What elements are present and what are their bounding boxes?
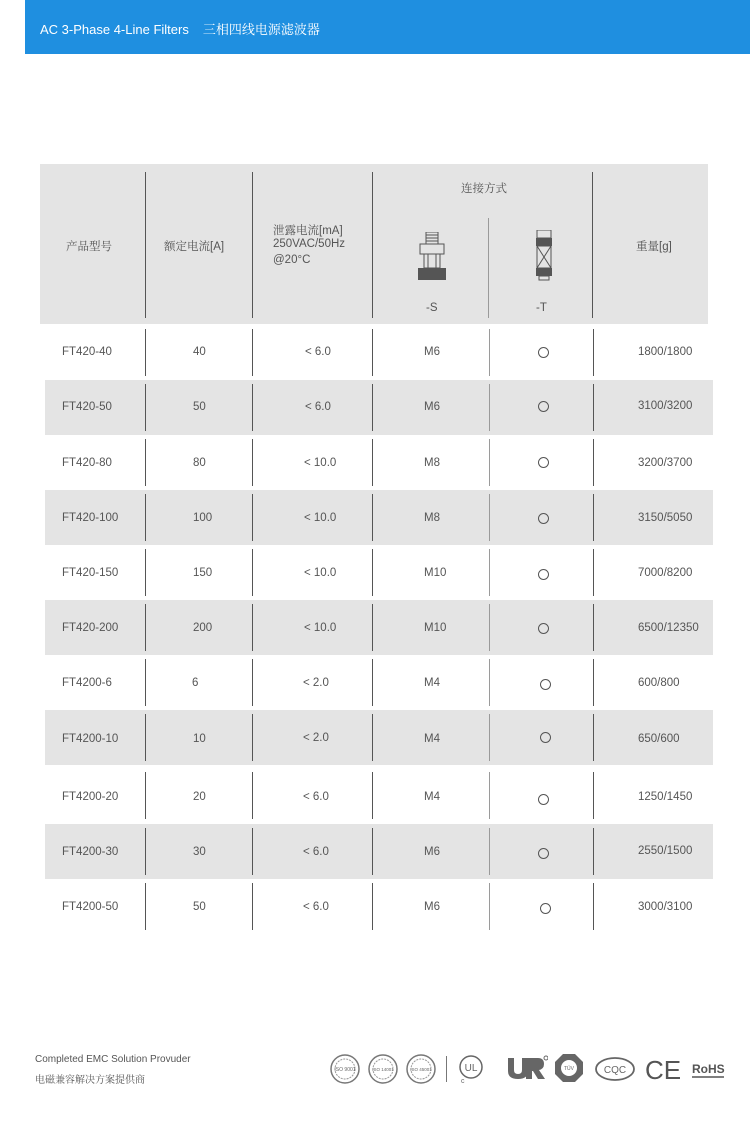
header-divider (252, 172, 253, 318)
header-subdivider (488, 218, 489, 318)
row-divider (593, 714, 594, 761)
row-subdivider (489, 828, 490, 875)
cell-conn-s: M6 (424, 846, 440, 858)
cell-current: 50 (193, 901, 206, 913)
cell-model: FT4200-30 (62, 846, 119, 858)
cell-model: FT420-80 (62, 457, 112, 469)
row-divider (593, 439, 594, 486)
row-subdivider (489, 384, 490, 431)
table-row (45, 380, 713, 435)
cell-model: FT420-200 (62, 622, 119, 634)
iso-9001-seal-icon (330, 1054, 360, 1084)
cell-weight: 3000/3100 (638, 901, 693, 913)
cell-leakage: < 6.0 (303, 901, 329, 913)
cell-conn-s: M10 (424, 622, 447, 634)
cqc-label: CQC (603, 1065, 627, 1076)
ce-label: CE (645, 1055, 681, 1083)
table-header (40, 164, 708, 324)
col-weight: 重量[g] (636, 241, 672, 253)
cell-weight: 6500/12350 (638, 622, 699, 634)
row-divider (372, 659, 373, 706)
cell-weight: 650/600 (638, 733, 680, 745)
cell-conn-s: M8 (424, 457, 440, 469)
table-row (45, 879, 713, 934)
footer-tagline-cn: 电磁兼容解决方案提供商 (35, 1075, 145, 1086)
col-connection: 连接方式 (461, 183, 507, 195)
cell-weight: 3100/3200 (638, 400, 693, 412)
cell-conn-s: M6 (424, 346, 440, 358)
iso-45001-seal-icon (406, 1054, 436, 1084)
table-row (45, 655, 713, 710)
row-divider (593, 828, 594, 875)
table-row (45, 435, 713, 490)
row-divider (372, 549, 373, 596)
available-circle-icon (538, 513, 549, 524)
cell-current: 100 (193, 512, 213, 524)
row-divider (145, 772, 146, 819)
cell-conn-s: M8 (424, 512, 440, 524)
available-circle-icon (538, 457, 549, 468)
cell-current: 200 (193, 622, 213, 634)
col-conn-s: -S (426, 302, 438, 314)
header-title-en: AC 3-Phase 4-Line Filters (40, 22, 189, 37)
cell-model: FT420-150 (62, 567, 119, 579)
col-conn-t: -T (536, 302, 547, 314)
cell-model: FT4200-50 (62, 901, 119, 913)
tuv-mark-icon (554, 1053, 584, 1083)
row-divider (593, 883, 594, 930)
row-divider (372, 384, 373, 431)
cell-model: FT4200-20 (62, 791, 119, 803)
cell-model: FT420-100 (62, 512, 119, 524)
header-divider (145, 172, 146, 318)
available-circle-icon (540, 903, 551, 914)
row-subdivider (489, 329, 490, 376)
cell-weight: 2550/1500 (638, 845, 693, 857)
row-divider (252, 883, 253, 930)
cell-conn-s: M10 (424, 567, 447, 579)
col-leakage-l1: 泄露电流[mA] (273, 225, 343, 237)
row-divider (372, 439, 373, 486)
row-divider (372, 772, 373, 819)
table-row (45, 325, 713, 380)
cell-leakage: < 10.0 (304, 622, 337, 634)
col-rated-current: 额定电流[A] (164, 241, 225, 253)
iso-14001-seal-icon (368, 1054, 398, 1084)
ul-c-label: c (461, 1078, 465, 1084)
stud-terminal-icon (416, 232, 448, 284)
cell-conn-s: M4 (424, 677, 440, 689)
col-leakage-l3: @20°C (273, 254, 311, 266)
tab-terminal-icon (534, 230, 554, 282)
cell-current: 20 (193, 791, 206, 803)
row-subdivider (489, 549, 490, 596)
table-row (45, 545, 713, 600)
row-divider (145, 883, 146, 930)
iso-9001-label: ISO 9001 (334, 1067, 356, 1073)
header-divider (372, 172, 373, 318)
cell-conn-s: M4 (424, 733, 440, 745)
cell-current: 80 (193, 457, 206, 469)
cell-leakage: < 10.0 (304, 567, 337, 579)
row-divider (593, 659, 594, 706)
row-divider (372, 604, 373, 651)
row-divider (145, 604, 146, 651)
row-divider (593, 549, 594, 596)
cell-weight: 1250/1450 (638, 791, 693, 803)
page-header (25, 0, 750, 54)
cell-current: 50 (193, 401, 206, 413)
table-row (45, 824, 713, 879)
row-divider (252, 494, 253, 541)
row-divider (372, 828, 373, 875)
row-divider (145, 439, 146, 486)
row-divider (145, 828, 146, 875)
row-divider (252, 659, 253, 706)
row-divider (145, 329, 146, 376)
ul-mark-icon (457, 1054, 497, 1084)
available-circle-icon (538, 401, 549, 412)
row-divider (593, 604, 594, 651)
cell-current: 30 (193, 846, 206, 858)
row-divider (252, 604, 253, 651)
header-title (40, 19, 334, 38)
ce-mark-icon (645, 1055, 681, 1083)
cell-weight: 7000/8200 (638, 567, 693, 579)
available-circle-icon (538, 347, 549, 358)
row-divider (252, 772, 253, 819)
cell-conn-s: M6 (424, 901, 440, 913)
available-circle-icon (538, 794, 549, 805)
cell-model: FT420-50 (62, 401, 112, 413)
cqc-mark-icon (594, 1056, 636, 1082)
row-divider (252, 828, 253, 875)
cell-leakage: < 10.0 (304, 457, 337, 469)
cell-conn-s: M4 (424, 791, 440, 803)
table-row (45, 768, 713, 823)
row-divider (252, 329, 253, 376)
row-divider (593, 494, 594, 541)
row-divider (372, 714, 373, 761)
tuv-label: TÜV (564, 1066, 574, 1072)
table-row (45, 490, 713, 545)
cell-model: FT420-40 (62, 346, 112, 358)
cell-conn-s: M6 (424, 401, 440, 413)
cell-leakage: < 2.0 (303, 732, 329, 744)
cell-weight: 600/800 (638, 677, 680, 689)
row-divider (593, 772, 594, 819)
available-circle-icon (538, 848, 549, 859)
available-circle-icon (538, 569, 549, 580)
cell-model: FT4200-10 (62, 733, 119, 745)
row-subdivider (489, 494, 490, 541)
ur-recognized-mark-icon (504, 1054, 548, 1082)
row-divider (372, 329, 373, 376)
row-divider (252, 549, 253, 596)
row-subdivider (489, 714, 490, 761)
rohs-mark-icon (690, 1056, 726, 1080)
header-divider (592, 172, 593, 318)
iso-14001-label: ISO 14001 (372, 1067, 394, 1072)
footer-tagline-en: Completed EMC Solution Provuder (35, 1054, 191, 1065)
footer-divider (446, 1056, 447, 1082)
row-subdivider (489, 659, 490, 706)
row-divider (372, 494, 373, 541)
ul-label: UL (464, 1063, 478, 1074)
row-divider (252, 439, 253, 486)
row-divider (145, 714, 146, 761)
cell-leakage: < 6.0 (303, 846, 329, 858)
cell-leakage: < 6.0 (305, 401, 331, 413)
cell-weight: 3150/5050 (638, 512, 693, 524)
row-divider (593, 384, 594, 431)
rohs-label: RoHS (692, 1062, 725, 1076)
cell-leakage: < 10.0 (304, 512, 337, 524)
cell-leakage: < 6.0 (303, 791, 329, 803)
header-title-cn: 三相四线电源滤波器 (202, 22, 320, 37)
row-divider (252, 714, 253, 761)
col-leakage-l2: 250VAC/50Hz (273, 238, 346, 250)
available-circle-icon (538, 623, 549, 634)
table-row (45, 600, 713, 655)
row-divider (145, 659, 146, 706)
available-circle-icon (540, 679, 551, 690)
cell-current: 40 (193, 346, 206, 358)
table-row (45, 710, 713, 765)
row-subdivider (489, 883, 490, 930)
row-divider (252, 384, 253, 431)
cell-model: FT4200-6 (62, 677, 112, 689)
cell-current: 10 (193, 733, 206, 745)
row-subdivider (489, 439, 490, 486)
cell-current: 6 (192, 677, 199, 689)
cell-leakage: < 6.0 (305, 346, 331, 358)
row-divider (145, 549, 146, 596)
row-subdivider (489, 604, 490, 651)
available-circle-icon (540, 732, 551, 743)
row-divider (145, 494, 146, 541)
row-divider (372, 883, 373, 930)
cell-weight: 1800/1800 (638, 346, 693, 358)
iso-45001-label: ISO 45001 (410, 1067, 432, 1072)
row-subdivider (489, 772, 490, 819)
cell-weight: 3200/3700 (638, 457, 693, 469)
row-divider (145, 384, 146, 431)
cell-leakage: < 2.0 (303, 677, 329, 689)
col-model: 产品型号 (66, 241, 112, 253)
row-divider (593, 329, 594, 376)
cell-current: 150 (193, 567, 213, 579)
